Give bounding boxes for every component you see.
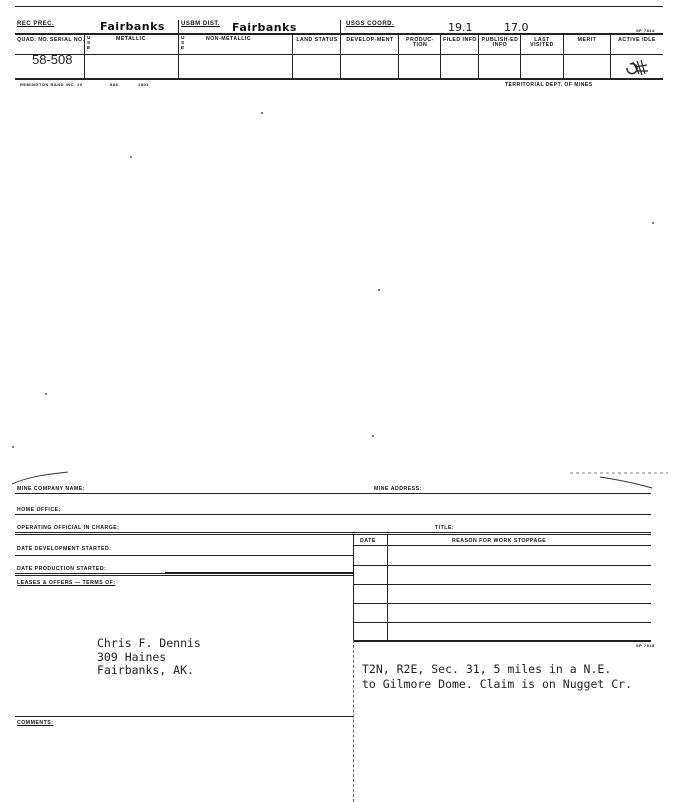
divider	[353, 534, 354, 640]
divider	[520, 33, 521, 78]
rule	[15, 514, 651, 515]
rule	[165, 572, 353, 573]
reason-column-label: REASON FOR WORK STOPPAGE	[452, 538, 547, 544]
scan-speck	[12, 446, 14, 448]
rule	[15, 532, 651, 533]
divider	[440, 33, 441, 78]
owner-city: Fairbanks, AK.	[97, 663, 194, 677]
rule	[353, 603, 651, 604]
divider	[353, 640, 354, 802]
metallic-label: METALLIC	[116, 36, 146, 42]
scan-speck	[652, 222, 654, 224]
form-code-top: SP 7814	[636, 28, 655, 33]
rec-prec-label: REC PREC.	[17, 21, 55, 27]
scan-speck	[130, 156, 132, 158]
top-card-row-rule	[15, 54, 663, 55]
divider	[292, 33, 293, 78]
footer-left: REMINGTON RAND INC. 20	[20, 82, 83, 87]
divider	[478, 33, 479, 78]
use-letter-s: S	[181, 41, 185, 47]
rule	[353, 640, 651, 642]
rule	[15, 534, 651, 535]
top-card-header-rule	[15, 33, 663, 35]
card-corner-marks	[10, 450, 670, 490]
usgs-coord-label: USGS COORD.	[346, 21, 395, 27]
use-letters-metallic	[87, 36, 91, 52]
location-line-2: to Gilmore Dome. Claim is on Nugget Cr.	[362, 677, 633, 691]
date-prod-started-label: DATE PRODUCTION STARTED:	[17, 566, 107, 572]
non-metallic-label: NON-METALLIC	[206, 36, 252, 42]
owner-name: Chris F. Dennis	[97, 636, 201, 650]
divider	[178, 20, 179, 78]
use-letters-non-metallic	[181, 36, 185, 52]
divider	[398, 33, 399, 78]
development-label: DEVELOP-MENT	[346, 37, 394, 43]
date-dev-started-label: DATE DEVELOPMENT STARTED:	[17, 546, 112, 552]
footer-mid-1: 888	[110, 82, 119, 87]
comments-label: COMMENTS:	[17, 720, 54, 726]
use-letter-s: S	[87, 41, 91, 47]
rule	[353, 584, 651, 585]
usgs-coord-value-2: 17.0	[504, 21, 529, 34]
rule	[353, 565, 651, 566]
home-office-label: HOME OFFICE:	[17, 507, 61, 513]
operating-official-label: OPERATING OFFICIAL IN CHARGE:	[17, 525, 120, 531]
quad-serial-value: 58-508	[32, 52, 73, 67]
form-code-bottom: SP 7815	[636, 643, 655, 648]
usbm-dist-value: Fairbanks	[232, 21, 297, 34]
owner-street: 309 Haines	[97, 650, 167, 664]
active-idle-label: ACTIVE IDLE	[618, 37, 656, 43]
rule	[15, 573, 353, 574]
filed-info-label: FILED INFO	[443, 37, 477, 43]
date-column-label: DATE	[360, 538, 376, 544]
top-card-bottom-rule	[15, 78, 663, 80]
production-label: PRODUC-TION	[406, 37, 434, 49]
published-info-label: PUBLISH-ED INFO	[481, 37, 519, 49]
divider	[340, 20, 341, 78]
location-line-1: T2N, R2E, Sec. 31, 5 miles in a N.E.	[362, 662, 612, 676]
divider	[563, 33, 564, 78]
rule	[15, 716, 353, 717]
usgs-coord-value-1: 19.1	[448, 21, 473, 34]
rule	[15, 575, 353, 576]
rule	[15, 555, 353, 556]
use-letter-u: U	[181, 36, 185, 41]
rule	[15, 493, 651, 494]
title-label: TITLE:	[435, 525, 455, 531]
rec-prec-value: Fairbanks	[100, 20, 165, 33]
use-letter-u: U	[87, 36, 91, 41]
divider	[610, 33, 611, 78]
footer-right: TERRITORIAL DEPT. OF MINES	[505, 82, 593, 88]
land-status-label: LAND STATUS	[296, 37, 338, 43]
scan-speck	[372, 435, 374, 437]
footer-mid-2: 1801	[138, 82, 149, 87]
mine-company-label: MINE COMPANY NAME:	[17, 486, 85, 492]
leases-label: LEASES & OFFERS — TERMS OF:	[17, 580, 116, 586]
use-letter-e: E	[181, 46, 185, 52]
scan-speck	[378, 289, 380, 291]
quad-no-label: QUAD. NO.	[17, 37, 49, 43]
scan-speck	[261, 112, 263, 114]
merit-label: MERIT	[577, 37, 597, 43]
active-idle-mark-icon	[619, 58, 653, 78]
last-visited-label: LAST VISITED	[530, 37, 554, 49]
usbm-dist-label: USBM DIST.	[181, 21, 221, 27]
top-card-top-rule	[15, 6, 663, 7]
divider	[387, 534, 388, 640]
scan-speck	[45, 393, 47, 395]
rule	[353, 545, 651, 546]
use-letter-e: E	[87, 46, 91, 52]
mine-address-label: MINE ADDRESS:	[374, 486, 422, 492]
serial-no-label: SERIAL NO.	[50, 37, 85, 43]
rule	[353, 622, 651, 623]
